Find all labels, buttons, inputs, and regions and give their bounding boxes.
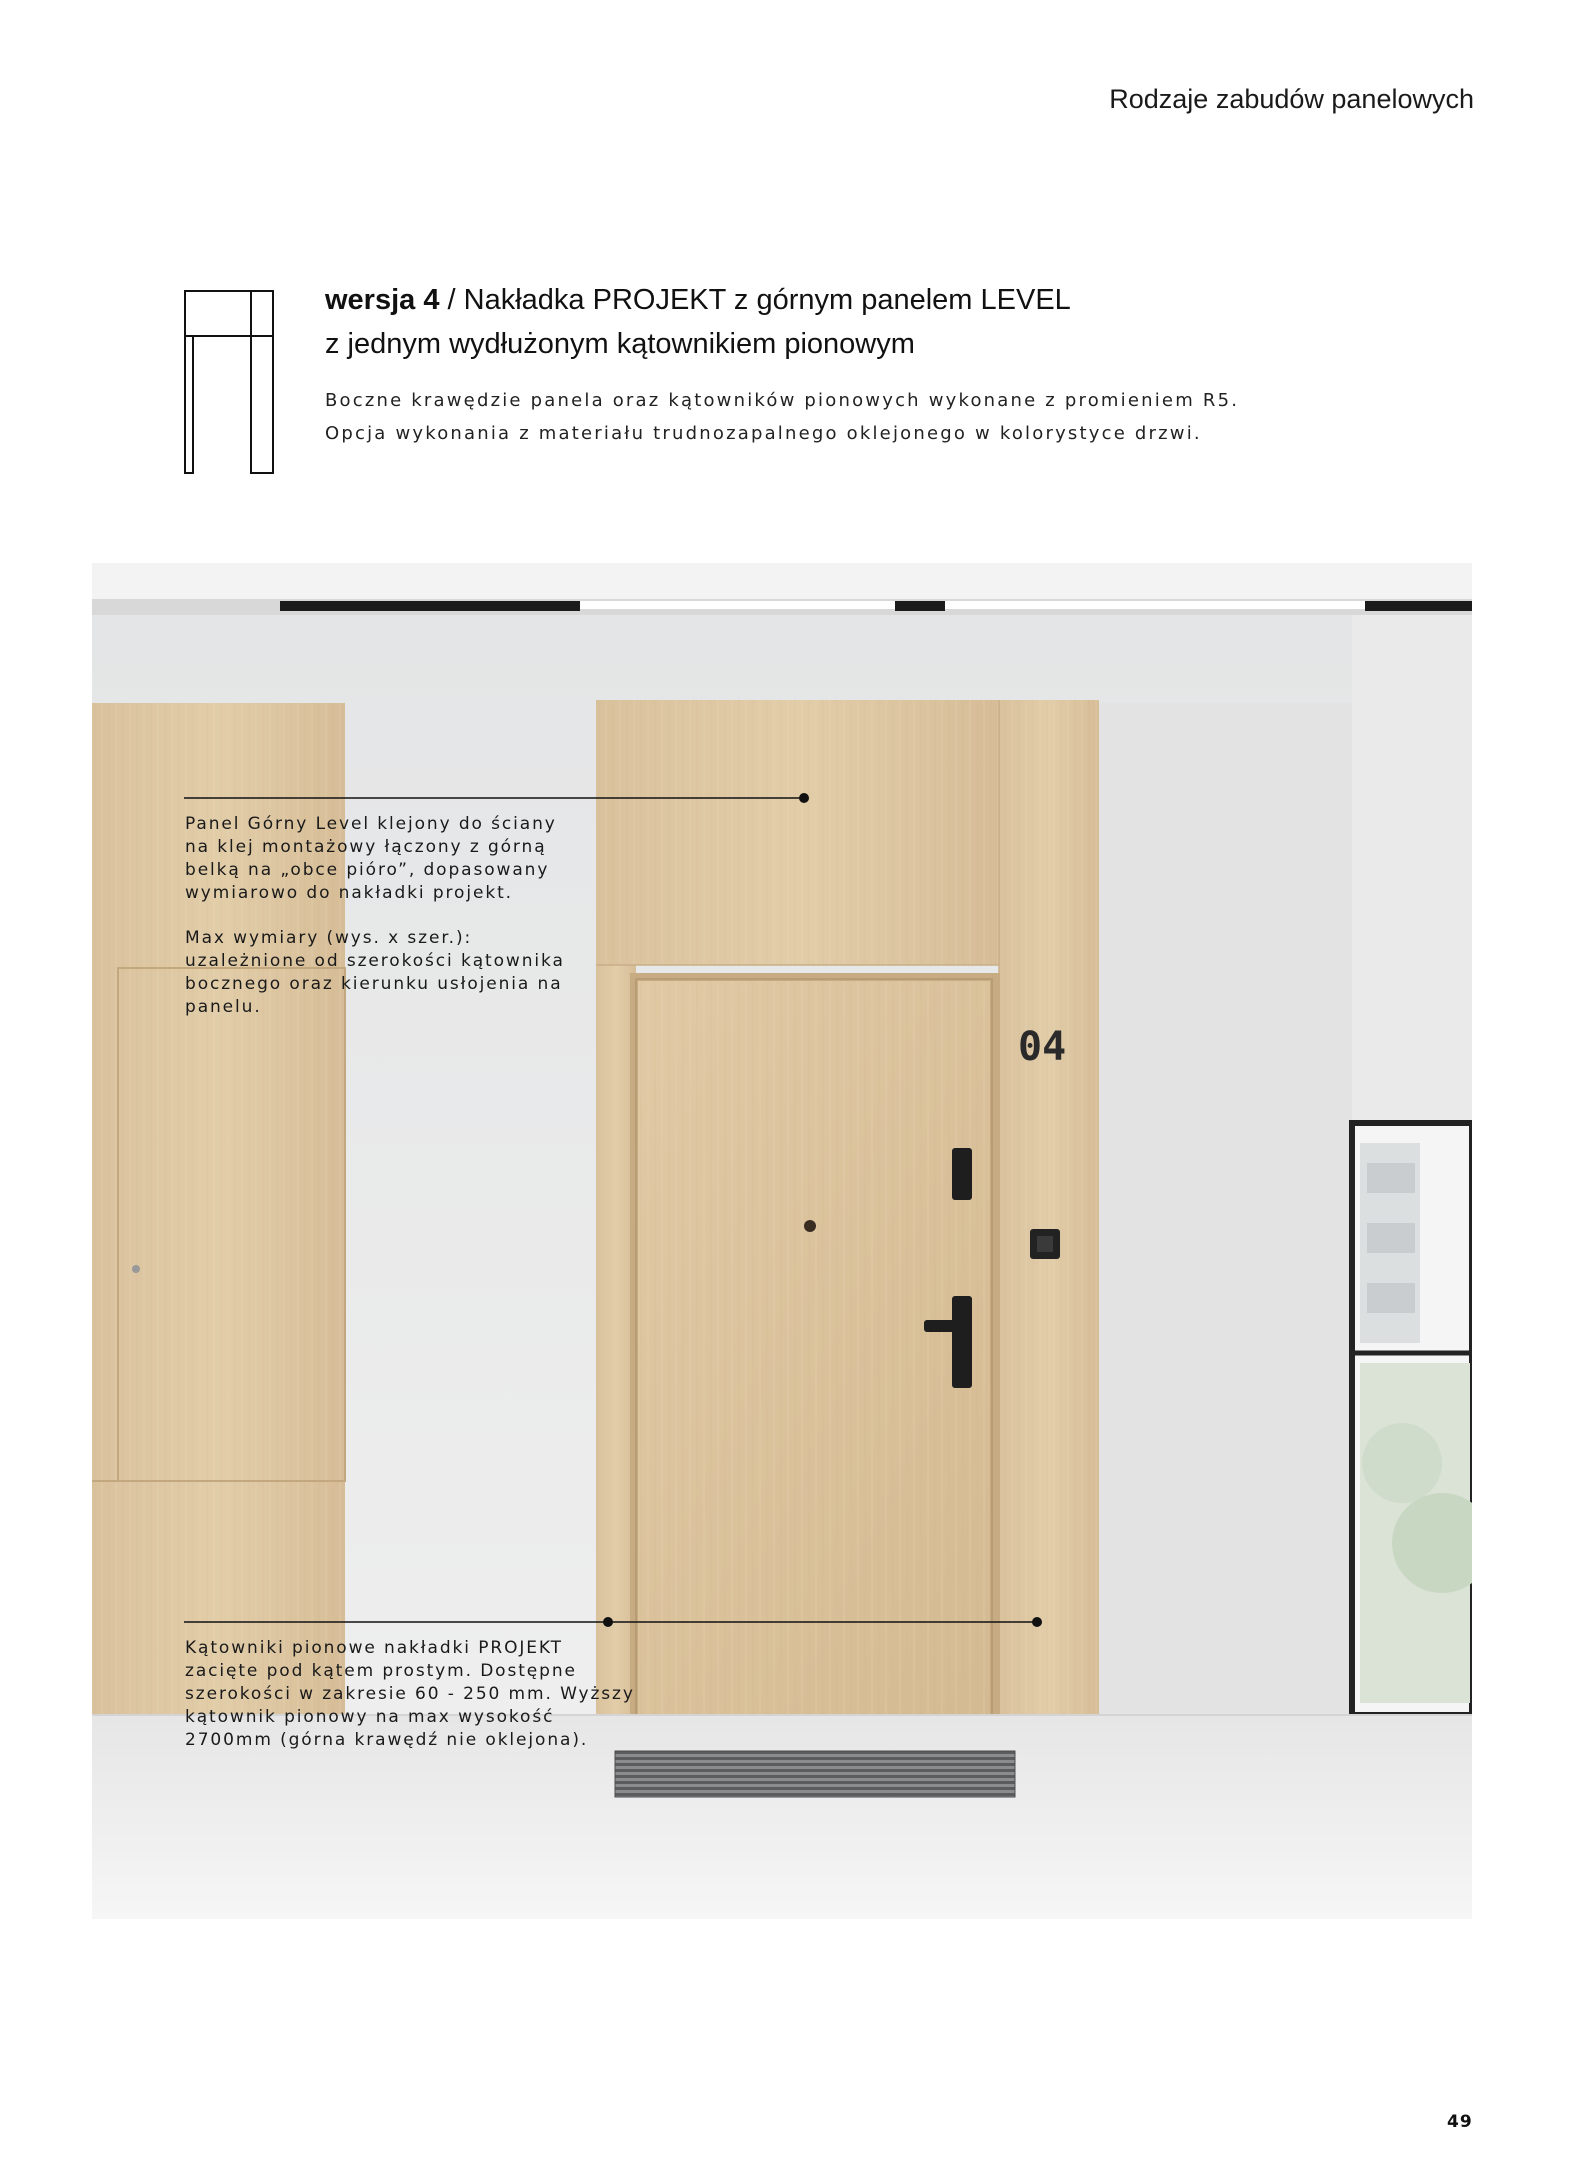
callout-line: Panel Górny Level klejony do ściany (185, 814, 557, 834)
callout-line: wymiarowo do nakładki projekt. (185, 883, 513, 903)
callout-line: Max wymiary (wys. x szer.): (185, 928, 473, 948)
version-title-line1: / Nakładka PROJEKT z górnym panelem LEVEL (439, 284, 1071, 316)
callout-bottom-angles (185, 1637, 635, 1752)
callout-line: bocznego oraz kierunku usłojenia na (185, 974, 563, 994)
callout-line: Kątowniki pionowe nakładki PROJEKT (185, 1638, 563, 1658)
description (325, 384, 1239, 450)
callout-line: na klej montażowy łączony z górną (185, 837, 547, 857)
version-title (325, 278, 1285, 366)
callout-line: belką na „obce pióro”, dopasowany (185, 860, 550, 880)
description-line: Opcja wykonania z materiału trudnozapalnego oklejonego w kolorystyce drzwi. (325, 423, 1202, 444)
door-number: 04 (1018, 1024, 1067, 1070)
frame-diagram-icon (184, 290, 274, 474)
version-title-line2: z jednym wydłużonym kątownikiem pionowym (325, 328, 915, 360)
description-line: Boczne krawędzie panela oraz kątowników pionowych wykonane z promieniem R5. (325, 390, 1240, 411)
callout-line: panelu. (185, 997, 262, 1017)
section-header: Rodzaje zabudów panelowych (1109, 84, 1474, 114)
callout-line: kątownik pionowy na max wysokość (185, 1707, 555, 1727)
callout-line: uzależnione od szerokości kątownika (185, 951, 565, 971)
page-number: 49 (1447, 2112, 1473, 2132)
callout-line: 2700mm (górna krawędź nie oklejona). (185, 1730, 589, 1750)
callout-line: zacięte pod kątem prostym. Dostępne (185, 1661, 577, 1681)
callout-line: szerokości w zakresie 60 - 250 mm. Wyższy (185, 1684, 635, 1704)
version-label: wersja 4 (325, 284, 440, 316)
callout-top-panel (185, 813, 565, 1019)
